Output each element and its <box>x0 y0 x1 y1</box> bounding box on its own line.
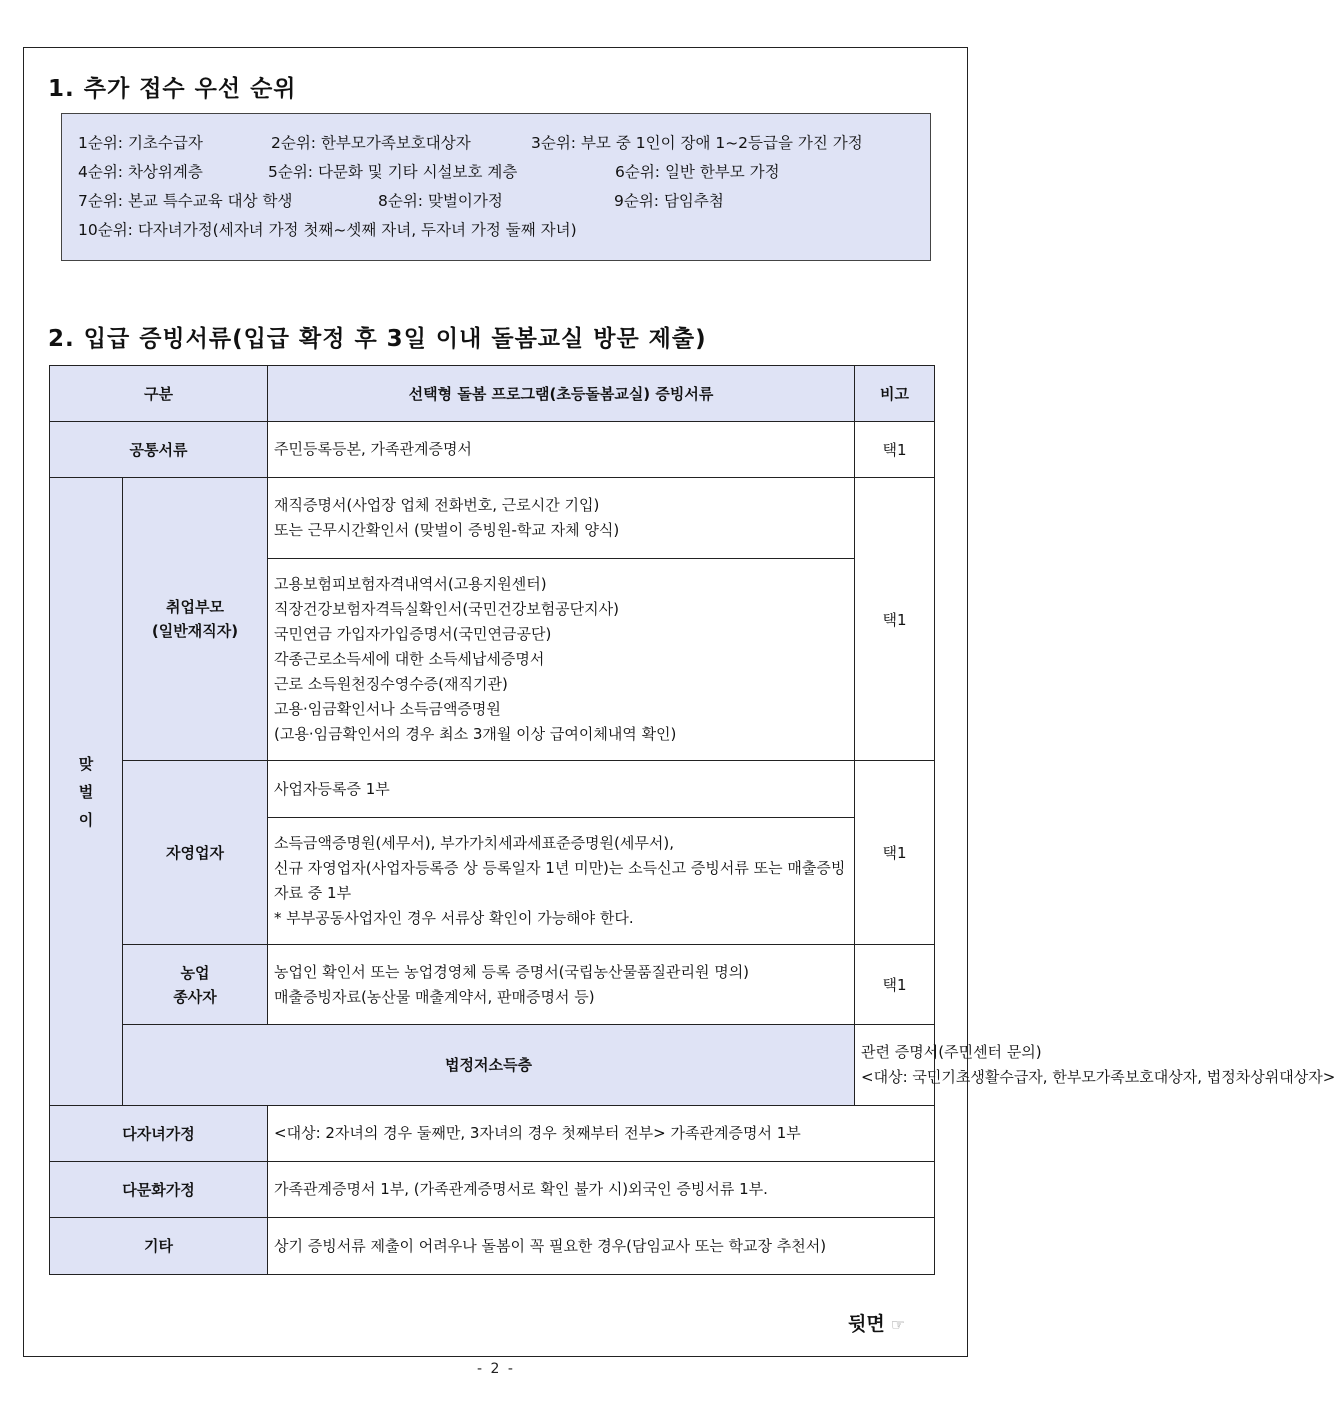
doc-line: 관련 증명서(주민센터 문의) <box>861 1043 1042 1061</box>
doc-line: 국민연금 가입자가입증명서(국민연금공단) <box>274 625 552 643</box>
priority-item: 4순위: 차상위계층 <box>78 163 203 181</box>
priority-item: 3순위: 부모 중 1인이 장애 1~2등급을 가진 가정 <box>531 134 863 152</box>
multi-child-label: 다자녀가정 <box>50 1106 268 1162</box>
priority-row-2 <box>78 158 930 187</box>
priority-item: 1순위: 기초수급자 <box>78 134 203 152</box>
doc-line: 고용·임금확인서나 소득금액증명원 <box>274 700 501 718</box>
self-employed-docs-group1 <box>268 761 855 818</box>
common-note: 택1 <box>855 422 935 478</box>
section2-title: 2. 입급 증빙서류(입급 확정 후 3일 이내 돌봄교실 방문 제출) <box>48 326 707 352</box>
doc-line: (고용·임금확인서의 경우 최소 3개월 이상 급여이체내역 확인) <box>274 725 677 743</box>
table-row-multicultural <box>50 1162 935 1218</box>
header-category: 구분 <box>50 366 268 422</box>
farming-label-line: 종사자 <box>173 987 217 1006</box>
priority-item: 10순위: 다자녀가정(세자녀 가정 첫째~셋째 자녀, 두자녀 가정 둘째 자녀) <box>78 221 577 239</box>
table-row-farming <box>50 945 935 1025</box>
dual-income-char: 맞 <box>78 754 94 773</box>
priority-item: 6순위: 일반 한부모 가정 <box>615 163 780 181</box>
doc-line: 재직증명서(사업장 업체 전화번호, 근로시간 기입) <box>274 496 600 514</box>
dual-income-char: 벌 <box>78 782 94 801</box>
section1-title: 1. 추가 접수 우선 순위 <box>48 76 297 102</box>
employed-docs-group1 <box>268 478 855 559</box>
employed-note: 택1 <box>855 478 935 761</box>
self-employed-docs-group2 <box>268 818 855 945</box>
farming-note: 택1 <box>855 945 935 1025</box>
table-header-row <box>50 366 935 422</box>
documents-table <box>49 365 1335 1275</box>
other-label: 기타 <box>50 1218 268 1275</box>
header-documents: 선택형 돌봄 프로그램(초등돌봄교실) 증빙서류 <box>268 366 855 422</box>
farming-label-line: 농업 <box>180 963 210 982</box>
priority-item: 5순위: 다문화 및 기타 시설보호 계층 <box>268 163 518 181</box>
farming-label <box>123 945 268 1025</box>
employed-label <box>123 478 268 761</box>
multi-child-docs: <대상: 2자녀의 경우 둘째만, 3자녀의 경우 첫째부터 전부> 가족관계증명서 1부 <box>268 1106 935 1162</box>
table-row-common <box>50 422 935 478</box>
doc-line: * 부부공동사업자인 경우 서류상 확인이 가능해야 한다. <box>274 909 634 927</box>
priority-item: 9순위: 담임추첨 <box>614 192 724 210</box>
employed-docs-group2 <box>268 559 855 761</box>
priority-row-3 <box>78 187 930 216</box>
doc-line: 각종근로소득세에 대한 소득세납세증명서 <box>274 650 545 668</box>
doc-line: 소득금액증명원(세무서), 부가가치세과세표준증명원(세무서), <box>274 834 674 852</box>
page-number: - 2 - <box>477 1361 515 1377</box>
priority-row-4 <box>78 216 930 245</box>
priority-item: 8순위: 맞벌이가정 <box>378 192 503 210</box>
back-side-indicator <box>848 1309 905 1336</box>
doc-line: 또는 근무시간확인서 (맞벌이 증빙원-학교 자체 양식) <box>274 521 620 539</box>
table-row-multi-child <box>50 1106 935 1162</box>
low-income-label: 법정저소득층 <box>123 1025 855 1106</box>
dual-income-char: 이 <box>78 810 94 829</box>
employed-label-line: 취업부모 <box>166 598 224 616</box>
other-docs: 상기 증빙서류 제출이 어려우나 돌봄이 꼭 필요한 경우(담임교사 또는 학교장 추천서) <box>268 1218 935 1275</box>
priority-item: 7순위: 본교 특수교육 대상 학생 <box>78 192 293 210</box>
table-row-self-employed-1 <box>50 761 935 818</box>
doc-line: 농업인 확인서 또는 농업경영체 등록 증명서(국립농산물품질관리원 명의) <box>274 962 750 981</box>
farming-docs <box>268 945 855 1025</box>
table-row-employed-1 <box>50 478 935 559</box>
doc-line: 직장건강보험자격득실확인서(국민건강보험공단지사) <box>274 600 619 618</box>
table-row-low-income <box>50 1025 935 1106</box>
common-docs: 주민등록등본, 가족관계증명서 <box>268 422 855 478</box>
doc-line: 고용보험피보험자격내역서(고용지원센터) <box>274 575 547 593</box>
pointing-hand-icon: ☞ <box>890 1315 906 1334</box>
low-income-docs <box>855 1025 1335 1106</box>
priority-box <box>61 113 931 261</box>
doc-line: 근로 소득원천징수영수증(재직기관) <box>274 675 508 693</box>
priority-row-1 <box>78 129 930 158</box>
self-employed-note: 택1 <box>855 761 935 945</box>
priority-item: 2순위: 한부모가족보호대상자 <box>271 134 471 152</box>
employed-label-line: (일반재직자) <box>151 622 239 640</box>
table-row-other <box>50 1218 935 1275</box>
doc-line: <대상: 국민기초생활수급자, 한부모가족보호대상자, 법정차상위대상자> <box>861 1068 1335 1086</box>
multicultural-docs: 가족관계증명서 1부, (가족관계증명서로 확인 불가 시)외국인 증빙서류 1부. <box>268 1162 935 1218</box>
self-employed-label: 자영업자 <box>123 761 268 945</box>
common-label: 공통서류 <box>50 422 268 478</box>
dual-income-label <box>50 478 123 1106</box>
doc-line: 사업자등록증 1부 <box>274 779 390 798</box>
doc-line: 매출증빙자료(농산물 매출계약서, 판매증명서 등) <box>274 987 595 1006</box>
doc-line: 신규 자영업자(사업자등록증 상 등록일자 1년 미만)는 소득신고 증빙서류 또는 매출증빙자료 중 1부 <box>274 859 846 902</box>
back-label: 뒷면 <box>848 1313 885 1335</box>
header-note: 비고 <box>855 366 935 422</box>
multicultural-label: 다문화가정 <box>50 1162 268 1218</box>
